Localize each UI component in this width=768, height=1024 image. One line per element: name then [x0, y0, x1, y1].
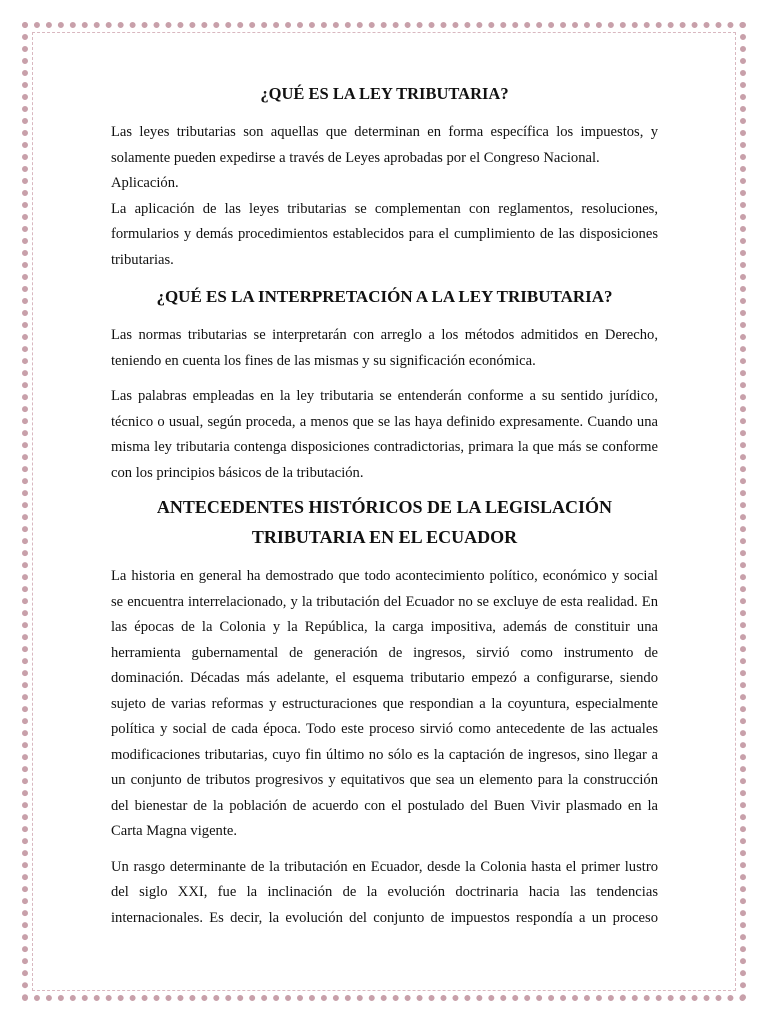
- paragraph: La aplicación de las leyes tributarias se complementan con reglamentos, resoluciones, formularios y demás procedimientos establecidos para el cumplimiento de las disposiciones tributarias.: [111, 200, 658, 268]
- paragraph: Las leyes tributarias son aquellas que determinan en forma específica los impuestos, y solamente pueden expedirse a través de Leyes aprobadas por el Congreso Nacional.: [111, 124, 658, 166]
- paragraph: Las palabras empleadas en la ley tributaria se entenderán conforme a su sentido jurídico, técnico o usual, según proceda, a menos que se las haya definido expresamente. Cuando una misma ley tributaria contenga disposiciones contradictorias, primara la que más se conforme con los principios básicos de la tributación.: [111, 388, 658, 481]
- paragraph: La historia en general ha demostrado que todo acontecimiento político, económico y social se encuentra interrelacionado, y la tributación del Ecuador no se excluye de esta realidad. En las épocas de la Colonia y la República, la carga impositiva, además de constituir una herramienta gubernamental de generación de ingresos, sirvió como instrumento de dominación. Décadas más adelante, el esquema tributario empezó a configurarse, siendo sujeto de varias reformas y estructuraciones que respondian a la coyuntura, especialmente política y social de cada época. Todo este proceso sirvió como antecedente de las actuales modificaciones tributarias, cuyo fin último no sólo es la captación de ingresos, sino llegar a un conjunto de tributos progresivos y equitativos que sea un elemento para la construcción del bienestar de la población de acuerdo con el postulado del Buen Vivir plasmado en la Carta Magna vigente.: [111, 568, 658, 839]
- paragraph: Un rasgo determinante de la tributación en Ecuador, desde la Colonia hasta el primer lustro del siglo XXI, fue la inclinación de la evolución doctrinaria hacia las tendencias internacionales. Es decir, la evolución del conjunto de impuestos respondía a un proceso: [111, 858, 658, 926]
- section-title: ANTECEDENTES HISTÓRICOS DE LA LEGISLACIÓN TRIBUTARIA EN EL ECUADOR: [156, 497, 613, 547]
- paragraph: Las normas tributarias se interpretarán con arreglo a los métodos admitidos en Derecho, teniendo en cuenta los fines de las mismas y su significación económica.: [111, 327, 658, 369]
- document-body: [111, 82, 658, 931]
- paragraph: Aplicación.: [111, 175, 179, 191]
- section-title: ¿QUÉ ES LA LEY TRIBUTARIA?: [260, 84, 509, 103]
- section-title: ¿QUÉ ES LA INTERPRETACIÓN A LA LEY TRIBUTARIA?: [156, 287, 613, 306]
